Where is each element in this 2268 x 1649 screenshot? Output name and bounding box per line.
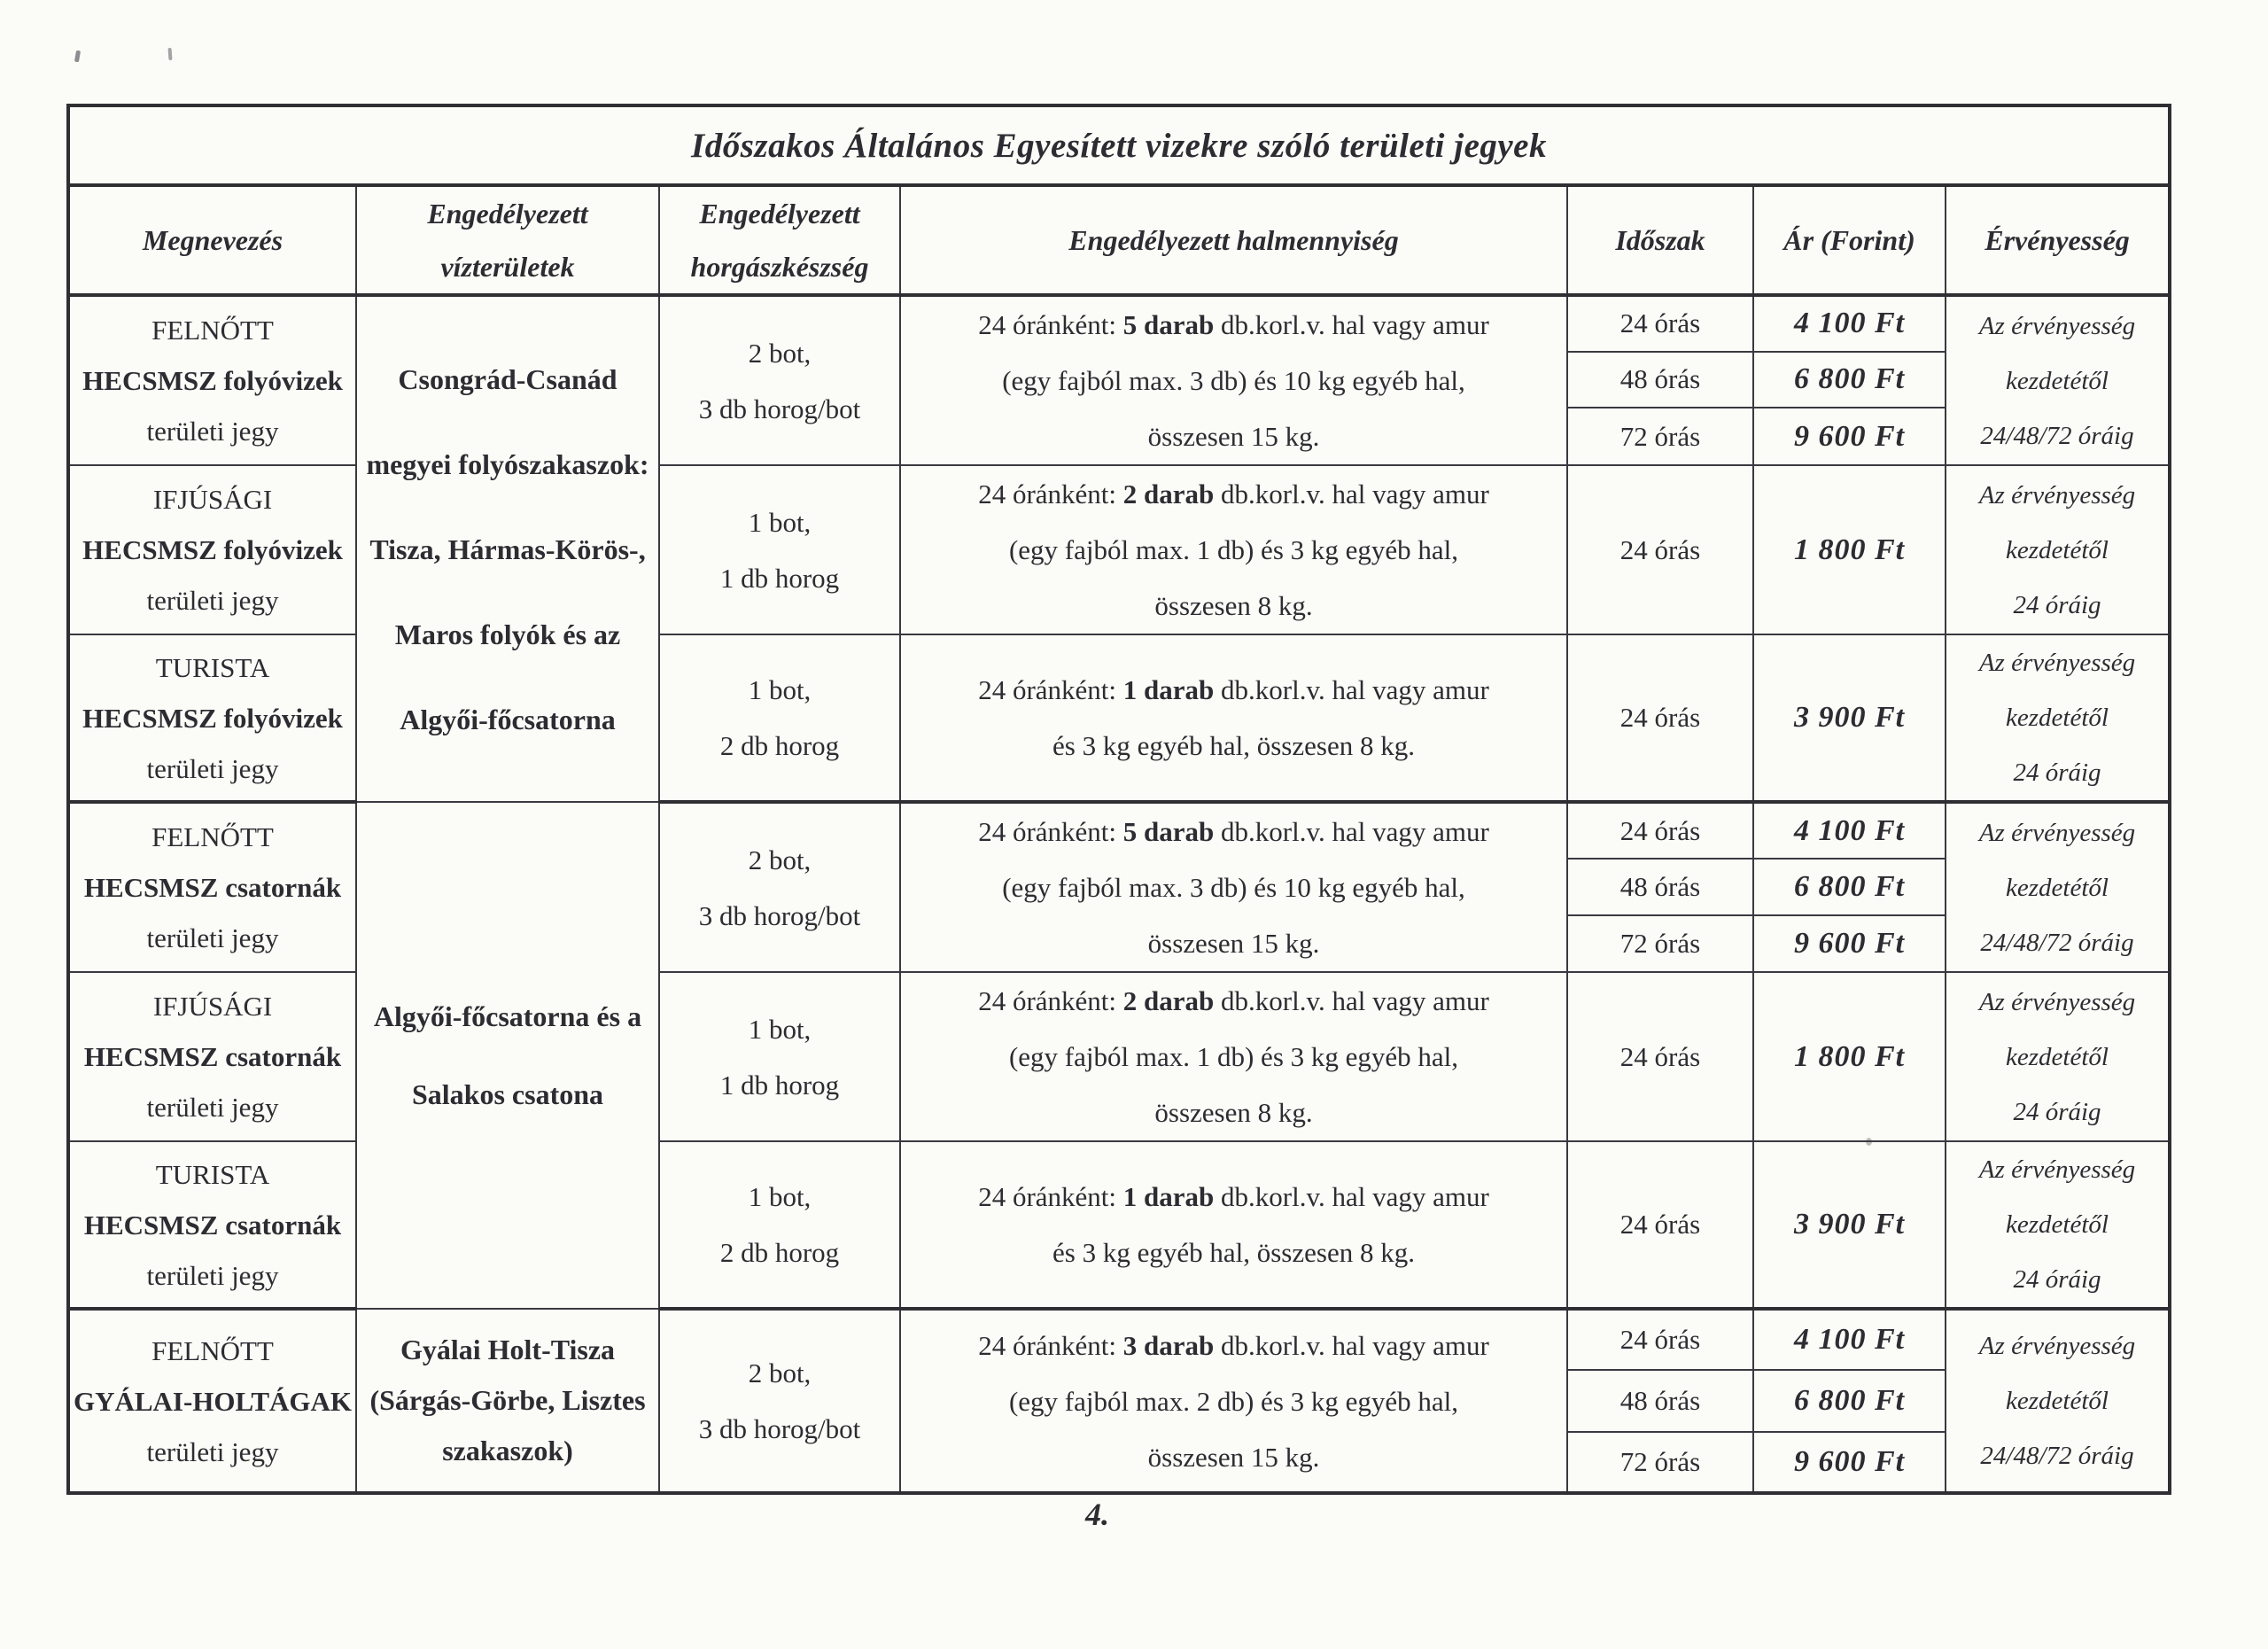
price-cell: 6 800 Ft xyxy=(1753,1370,1946,1432)
gear-cell: 1 bot, 1 db horog xyxy=(659,972,900,1141)
ticket-name-cell: IFJÚSÁGI HECSMSZ csatornák területi jegy xyxy=(68,972,356,1141)
page-number: 4. xyxy=(1085,1497,1109,1532)
price-cell: 4 100 Ft xyxy=(1753,1309,1946,1370)
price-cell: 9 600 Ft xyxy=(1753,915,1946,972)
scan-speck xyxy=(74,51,81,63)
ticket-name-cell: TURISTA HECSMSZ folyóvizek területi jegy xyxy=(68,634,356,802)
gear-cell: 1 bot, 1 db horog xyxy=(659,465,900,634)
period-cell: 48 órás xyxy=(1567,352,1753,408)
validity-cell: Az érvényesség kezdetétől 24 óráig xyxy=(1946,972,2170,1141)
ticket-name-cell: FELNŐTT GYÁLAI-HOLTÁGAK területi jegy xyxy=(68,1309,356,1493)
period-cell: 72 órás xyxy=(1567,408,1753,465)
catch-limit-cell: 24 óránként: 5 darab db.korl.v. hal vagy amur (egy fajból max. 3 db) és 10 kg egyéb hal, összesen 15 kg. xyxy=(900,802,1567,972)
validity-cell: Az érvényesség kezdetétől 24/48/72 óráig xyxy=(1946,1309,2170,1493)
gear-cell: 1 bot, 2 db horog xyxy=(659,1141,900,1309)
period-cell: 48 órás xyxy=(1567,859,1753,915)
gear-cell: 2 bot, 3 db horog/bot xyxy=(659,1309,900,1493)
column-header-ervenyesseg: Érvényesség xyxy=(1946,185,2170,295)
catch-limit-cell: 24 óránként: 1 darab db.korl.v. hal vagy amur és 3 kg egyéb hal, összesen 8 kg. xyxy=(900,1141,1567,1309)
period-cell: 48 órás xyxy=(1567,1370,1753,1432)
validity-cell: Az érvényesség kezdetétől 24/48/72 óráig xyxy=(1946,295,2170,465)
gear-cell: 2 bot, 3 db horog/bot xyxy=(659,802,900,972)
gear-cell: 2 bot, 3 db horog/bot xyxy=(659,295,900,465)
gear-cell: 1 bot, 2 db horog xyxy=(659,634,900,802)
scan-speck xyxy=(168,48,173,60)
period-cell: 24 órás xyxy=(1567,295,1753,352)
validity-cell: Az érvényesség kezdetétől 24/48/72 óráig xyxy=(1946,802,2170,972)
table-row xyxy=(68,295,2170,352)
price-cell: 9 600 Ft xyxy=(1753,408,1946,465)
water-area-cell: Algyői-főcsatorna és a Salakos csatona xyxy=(356,802,659,1309)
column-header-ar: Ár (Forint) xyxy=(1753,185,1946,295)
period-cell: 24 órás xyxy=(1567,1141,1753,1309)
table-title: Időszakos Általános Egyesített vizekre szóló területi jegyek xyxy=(68,105,2170,185)
table-row xyxy=(68,802,2170,859)
water-area-cell: Csongrád-Csanád megyei folyószakaszok: Tisza, Hármas-Körös-, Maros folyók és az Algyői-főcsatorna xyxy=(356,295,659,802)
catch-limit-cell: 24 óránként: 3 darab db.korl.v. hal vagy amur (egy fajból max. 2 db) és 3 kg egyéb hal, összesen 15 kg. xyxy=(900,1309,1567,1493)
validity-cell: Az érvényesség kezdetétől 24 óráig xyxy=(1946,465,2170,634)
validity-cell: Az érvényesség kezdetétől 24 óráig xyxy=(1946,1141,2170,1309)
period-cell: 24 órás xyxy=(1567,634,1753,802)
column-header-halmennyiseg: Engedélyezett halmennyiség xyxy=(900,185,1567,295)
column-header-vizteruletek: Engedélyezett vízterületek xyxy=(356,185,659,295)
catch-limit-cell: 24 óránként: 2 darab db.korl.v. hal vagy amur (egy fajból max. 1 db) és 3 kg egyéb hal, összesen 8 kg. xyxy=(900,465,1567,634)
catch-limit-cell: 24 óránként: 2 darab db.korl.v. hal vagy amur (egy fajból max. 1 db) és 3 kg egyéb hal, összesen 8 kg. xyxy=(900,972,1567,1141)
column-header-horgaszkeszseg: Engedélyezett horgászkészség xyxy=(659,185,900,295)
ticket-name-cell: TURISTA HECSMSZ csatornák területi jegy xyxy=(68,1141,356,1309)
column-header-megnevezes: Megnevezés xyxy=(68,185,356,295)
period-cell: 24 órás xyxy=(1567,465,1753,634)
ticket-name-cell: IFJÚSÁGI HECSMSZ folyóvizek területi jegy xyxy=(68,465,356,634)
table-row xyxy=(68,1309,2170,1370)
table-header-row xyxy=(68,185,2170,295)
price-cell: 4 100 Ft xyxy=(1753,802,1946,859)
period-cell: 24 órás xyxy=(1567,972,1753,1141)
price-cell: 6 800 Ft xyxy=(1753,352,1946,408)
ticket-name: HECSMSZ folyóvizek xyxy=(82,365,343,396)
price-cell: 9 600 Ft xyxy=(1753,1432,1946,1493)
period-cell: 72 órás xyxy=(1567,915,1753,972)
ticket-type: területi jegy xyxy=(146,416,279,447)
ticket-name-cell: FELNŐTT HECSMSZ csatornák területi jegy xyxy=(68,802,356,972)
catch-limit-cell: 24 óránként: 5 darab db.korl.v. hal vagy amur (egy fajból max. 3 db) és 10 kg egyéb hal, összesen 15 kg. xyxy=(900,295,1567,465)
water-area-cell: Gyálai Holt-Tisza (Sárgás-Görbe, Lisztes szakaszok) xyxy=(356,1309,659,1493)
table-title-row xyxy=(68,105,2170,185)
price-cell: 1 800 Ft xyxy=(1753,465,1946,634)
price-cell: 4 100 Ft xyxy=(1753,295,1946,352)
column-header-idoszak: Időszak xyxy=(1567,185,1753,295)
period-cell: 24 órás xyxy=(1567,1309,1753,1370)
period-cell: 24 órás xyxy=(1567,802,1753,859)
validity-cell: Az érvényesség kezdetétől 24 óráig xyxy=(1946,634,2170,802)
price-cell: 3 900 Ft xyxy=(1753,634,1946,802)
ticket-category: FELNŐTT xyxy=(151,315,274,346)
permit-table xyxy=(66,104,2171,1495)
price-cell: 6 800 Ft xyxy=(1753,859,1946,915)
ticket-name-cell xyxy=(68,295,356,465)
period-cell: 72 órás xyxy=(1567,1432,1753,1493)
price-cell: 3 900 Ft xyxy=(1753,1141,1946,1309)
catch-limit-cell: 24 óránként: 1 darab db.korl.v. hal vagy amur és 3 kg egyéb hal, összesen 8 kg. xyxy=(900,634,1567,802)
price-cell: 1 800 Ft xyxy=(1753,972,1946,1141)
